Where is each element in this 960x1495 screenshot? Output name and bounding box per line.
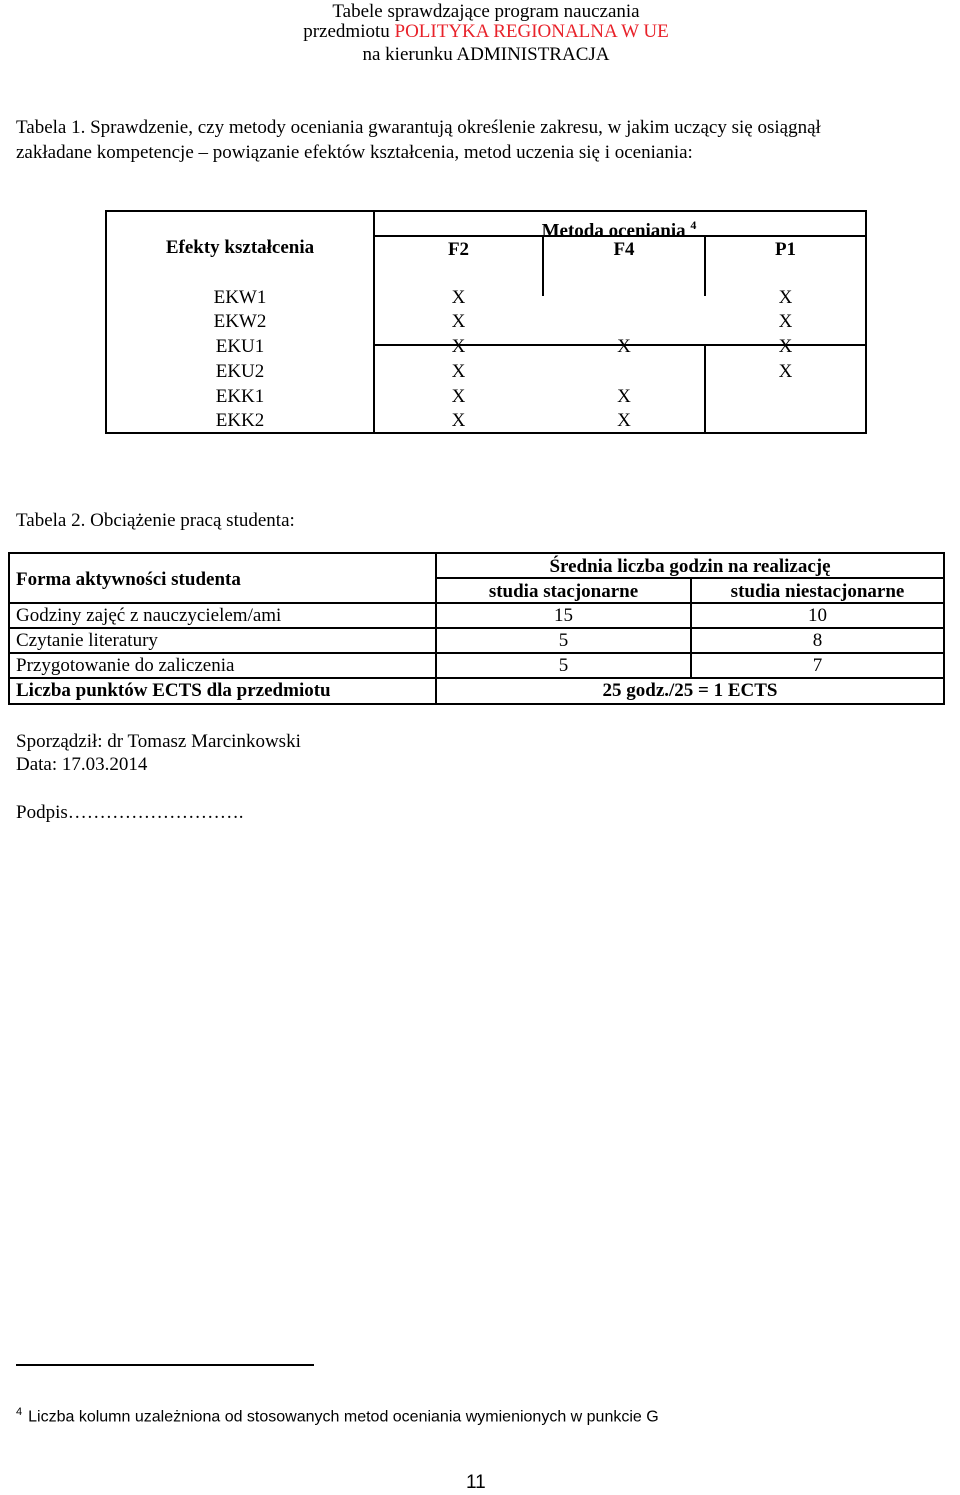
footnote-separator: [16, 1364, 314, 1366]
cell-full-time: 5: [558, 630, 569, 651]
header-average-hours: Średnia liczba godzin na realizację: [549, 556, 831, 577]
cell-f2: X: [451, 410, 466, 431]
signature-line: Podpis……………………….: [16, 802, 244, 823]
row-label: Przygotowanie do zaliczenia: [16, 655, 235, 676]
footnote-mark: 4: [16, 1406, 23, 1418]
footnote: [16, 1400, 659, 1429]
student-workload-table: [8, 552, 945, 705]
subject-prefix: przedmiotu: [303, 21, 395, 42]
cell-full-time: 15: [554, 605, 573, 626]
subject-name: POLITYKA REGIONALNA W UE: [394, 21, 669, 42]
cell-f2: X: [451, 361, 466, 382]
cell-f2: X: [451, 336, 466, 357]
document-date: Data: 17.03.2014: [16, 754, 148, 775]
assessment-methods-table: [105, 210, 867, 434]
cell-f4: X: [617, 410, 631, 431]
prepared-by: Sporządził: dr Tomasz Marcinkowski: [16, 731, 301, 752]
cell-part-time: 7: [812, 655, 823, 676]
header-assessment-method-label: Metoda oceniania: [541, 220, 686, 242]
table1-caption-line-2: zakładane kompetencje – powiązanie efektów kształcenia, metod uczenia się i oceniania:: [16, 142, 693, 163]
column-header-p1: P1: [774, 239, 797, 260]
cell-full-time: 5: [558, 655, 569, 676]
cell-f2: X: [451, 386, 466, 407]
cell-p1: X: [778, 287, 793, 308]
footnote-text: Liczba kolumn uzależniona od stosowanych metod oceniania wymienionych w punkcie G: [28, 1408, 659, 1426]
cell-part-time: 8: [812, 630, 823, 651]
cell-f2: X: [451, 311, 466, 332]
cell-part-time: 10: [808, 605, 827, 626]
footnote-ref: 4: [690, 218, 697, 232]
cell-p1: X: [778, 311, 793, 332]
column-header-part-time: studia niestacjonarne: [730, 581, 905, 602]
cell-p1: X: [778, 361, 793, 382]
row-label: EKU1: [215, 336, 265, 357]
row-label: EKU2: [215, 361, 265, 382]
document-title-line-1: Tabele sprawdzające program nauczania: [332, 1, 640, 22]
column-header-f4: F4: [613, 239, 635, 260]
row-label: Czytanie literatury: [16, 630, 158, 651]
row-label: EKW2: [213, 311, 267, 332]
page-number: 11: [466, 1472, 486, 1493]
cell-f4: X: [617, 386, 631, 407]
table1-caption-line-1: Tabela 1. Sprawdzenie, czy metody oceniania gwarantują określenie zakresu, w jakim uczący się osiągnął: [16, 117, 821, 138]
row-label: EKK1: [215, 386, 265, 407]
table2-title: Tabela 2. Obciążenie pracą studenta:: [16, 510, 295, 531]
document-title-line-3: na kierunku ADMINISTRACJA: [362, 44, 610, 65]
row-label: Godziny zajęć z nauczycielem/ami: [16, 605, 282, 626]
row-label: EKK2: [215, 410, 265, 431]
row-label: EKW1: [213, 287, 267, 308]
cell-f4: X: [617, 336, 631, 357]
column-header-full-time: studia stacjonarne: [488, 581, 639, 602]
header-activity-form: Forma aktywności studenta: [16, 569, 241, 590]
ects-value: 25 godz./25 = 1 ECTS: [602, 680, 778, 701]
header-learning-outcomes: Efekty kształcenia: [165, 237, 315, 258]
document-title-line-2: [0, 20, 960, 44]
column-header-f2: F2: [447, 239, 470, 260]
cell-p1: X: [778, 336, 793, 357]
ects-label: Liczba punktów ECTS dla przedmiotu: [16, 680, 331, 701]
cell-f2: X: [451, 287, 466, 308]
